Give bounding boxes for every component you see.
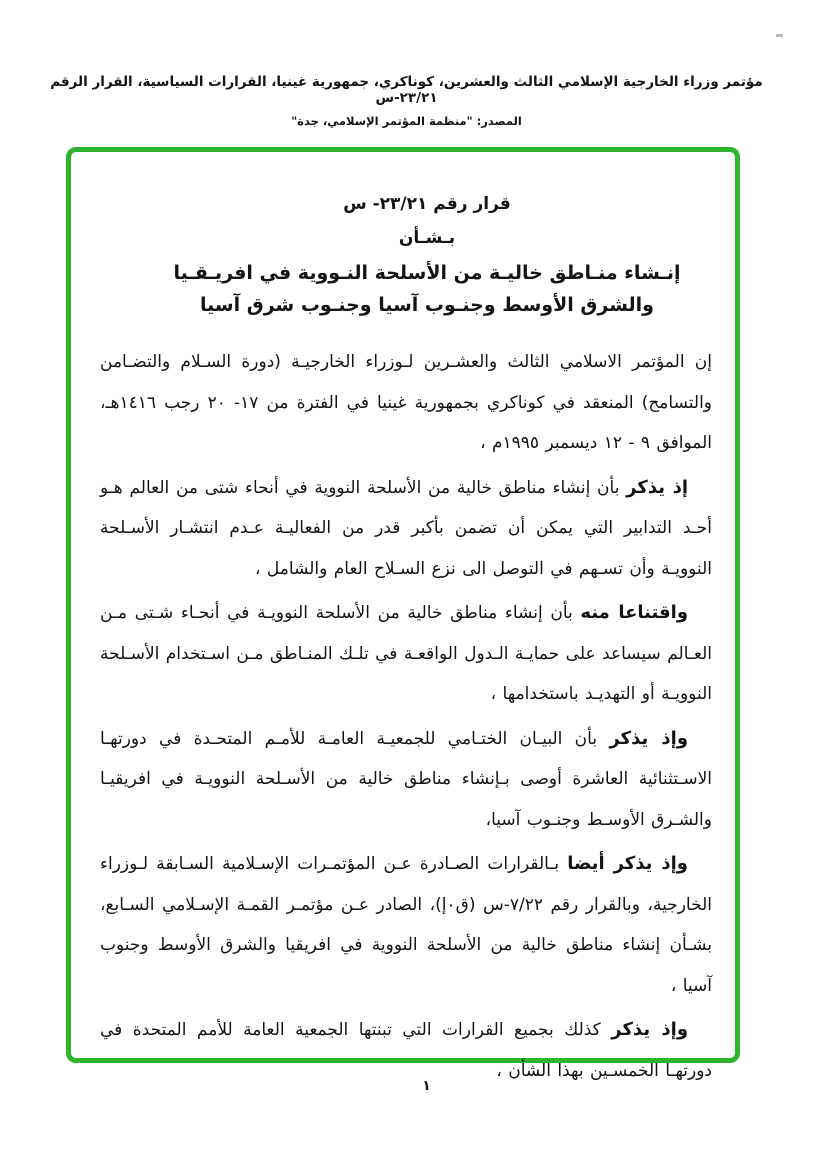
highlight-border-box <box>66 147 740 1081</box>
resolution-subject-word: بـشـأن <box>398 228 456 248</box>
paragraph-text: كذلك بجميع القرارات التي تبنتها الجمعية العامة للأمم المتحدة في دورتهـا الخمسـين بهذا الشأن ، <box>100 1020 712 1081</box>
paragraph-recalling-1 <box>100 468 712 590</box>
page-number: ١ <box>422 1078 431 1094</box>
paragraph-lead: وإذ يذكر أيضا <box>567 853 688 874</box>
header-source-line: مؤتمر وزراء الخارجية الإسلامي الثالث والعشرين، كوناكري، جمهورية غينيا، القرارات السياسية، القرار الرقم ٢٣/٢١-س <box>50 74 763 106</box>
paragraph-recalling-also <box>100 844 712 1006</box>
paragraph-text: بأن البيـان الختـامي للجمعيـة العامـة للأمـم المتحـدة في دورتهـا الاسـتثنائية العاشرة أوصى بـإنشاء مناطق خالية من الأسـلحة النوويـة في افريقيـا والشـرق الأوسـط وجنـوب آسيا، <box>100 728 712 830</box>
resolution-body <box>71 342 735 1091</box>
paragraph-lead: واقتناعا منه <box>580 602 689 623</box>
paragraph-lead: وإذ يذكر <box>609 727 689 749</box>
resolution-number: قرار رقم ٢٣/٢١- س <box>343 194 511 214</box>
paragraph-recalling-2 <box>100 719 712 841</box>
paragraph-text: بأن إنشاء مناطق خالية من الأسلحة النووية في أنحاء شتى من العالم هـو أحـد التدابير التي يمكن أن تضمن بأكبر قدر من الفعاليـة عـدم انتشـار الأسـلحة النوويـة وأن تسـهم في التوصل الى نزع السـلاح العام والشامل ، <box>100 477 712 579</box>
paragraph-text: بأن إنشاء مناطق خالية من الأسلحة النوويـة في أنحـاء شـتى مـن العـالم سيساعد على حمايـة الـدول الواقعـة في تلـك المنـاطق مـن اسـتخدام الأسـلحة النوويـة أو التهديـد باستخدامها ، <box>100 603 712 704</box>
paragraph-preamble <box>100 342 712 464</box>
paragraph-lead: إذ يذكر <box>626 476 688 498</box>
paragraph-text: بـالقرارات الصـادرة عـن المؤتمـرات الإسـلامية السـابقة لـوزراء الخارجية، وبالقرار رقم ٧/٢٢-س (ق٠إ)، الصادر عـن مؤتمـر القمـة الإسـلامي السـابع، بشـأن إنشاء مناطق خالية من الأسلحة النووية في افريقيا والشرق الأوسط وجنوب آسيا ، <box>100 854 712 996</box>
paragraph-text: إن المؤتمر الاسلامي الثالث والعشـرين لـوزراء الخارجيـة (دورة السـلام والتضـامن والتسامح) المنعقد في كوناكري بجمهورية غينيا في الفترة من ١٧- ٢٠ رجب ١٤١٦هـ، الموافق ٩ - ١٢ ديسمبر ١٩٩٥م ، <box>100 352 712 453</box>
resolution-title-block <box>95 194 759 316</box>
resolution-title-line2: والشرق الأوسط وجنـوب آسيا وجنـوب شرق آسيا <box>200 294 654 316</box>
paragraph-lead: وإذ يذكر <box>611 1019 689 1040</box>
resolution-title-line1: إنـشاء منـاطق خاليـة من الأسلحة النـووية في افريـقـيا <box>173 262 681 284</box>
header-publisher-line: المصدر: "منظمة المؤتمر الإسلامي، جدة" <box>291 114 522 128</box>
paragraph-convinced <box>100 593 712 715</box>
scan-artifact-dash <box>776 34 783 37</box>
document-header <box>30 74 783 128</box>
